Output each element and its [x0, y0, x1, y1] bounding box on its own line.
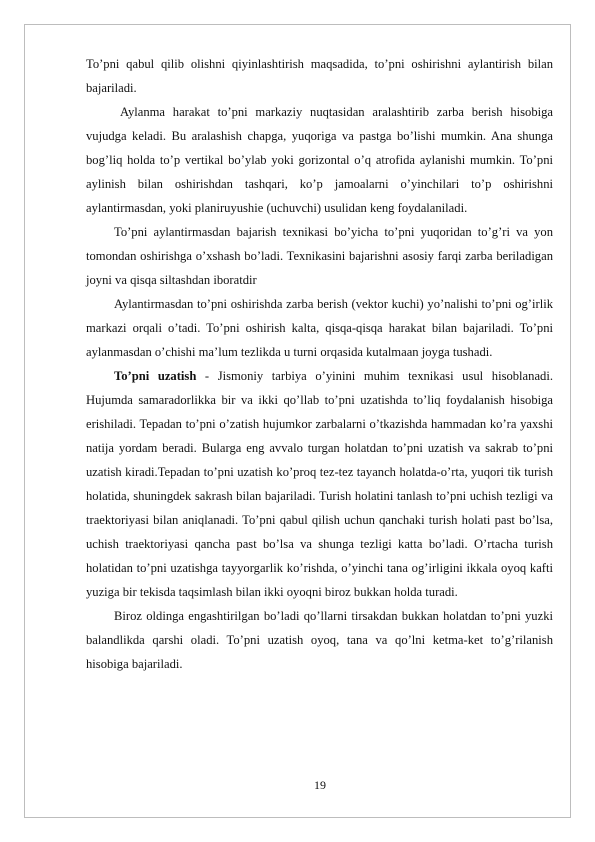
paragraph-5-text: - Jismoniy tarbiya o’yinini muhim texnikasi usul hisoblanadi. Hujumda samaradorlikka bir va ikki qo’llab to’pni uzatishda to’liq foydalanish hisobiga erishiladi. Tepadan to’pni o’zatish hujumkor zarbalarni o’tkazishda hammadan ko’ra yaxshi natija yordam beradi. Bularga eng avvalo turgan holatdan to’pni uzatish va sakrab to’pni uzatish kiradi.Tepadan to’pni uzatish ko’proq tez-tez tayanch holatda-o’rta, yuqori tik turish holatida, shuningdek sakrash bilan bajariladi. Turish holatini tanlash to’pni uchish tezligi va traektoriyasi bilan aniqlanadi. To’pni qabul qilish uchun qanchaki turish holati past bo’lsa, uchish traektoriyasi qancha past bo’lsa va shunga tezligi katta bo’ladi. O’rtacha turish holatidan to’pni uzatishga tayyorgarlik ko’rishda, o’yinchi tana og’irligini ikkala oyoq kafti yuziga bir tekisda taqsimlash bilan ikki oyoqni biroz bukkan holda turadi. — [86, 369, 553, 599]
page-number: 19 — [314, 778, 326, 792]
paragraph-5 — [86, 364, 553, 604]
paragraph-2: Aylanma harakat to’pni markaziy nuqtasidan aralashtirib zarba berish hisobiga vujudga keladi. Bu aralashish chapga, yuqoriga va pastga bo’lishi mumkin. Ana shunga bog’liq holda to’p vertikal bo’ylab yoki gorizontal o’q atrofida aylanishi mumkin. To’pni aylinish bilan oshirishdan tashqari, ko’p jamoalarni o’yinchilari to’p oshirishni aylantirmasdan, yoki planiruyushie (uchuvchi) usulidan keng foydalaniladi. — [86, 105, 553, 215]
paragraph-3: To’pni aylantirmasdan bajarish texnikasi bo’yicha to’pni yuqoridan to’g’ri va yon tomondan oshirishga o’xshash bo’ladi. Texnikasini bajarishni asosiy farqi zarba beriladigan joyni va qisqa siltashdan iboratdir — [86, 225, 553, 287]
paragraph-4: Aylantirmasdan to’pni oshirishda zarba berish (vektor kuchi) yo’nalishi to’pni og’irlik markazi orqali o’tadi. To’pni oshirish kalta, qisqa-qisqa harakat bilan bajariladi. To’pni aylanmasdan o’chishi ma’lum tezlikda u turni orqasida kutalmaan joyga tushadi. — [86, 297, 553, 359]
document-body — [86, 52, 553, 676]
paragraph-1: To’pni qabul qilib olishni qiyinlashtirish maqsadida, to’pni oshirishni aylantirish bilan bajariladi. — [86, 57, 553, 95]
term-topni-uzatish: To’pni uzatish — [114, 369, 197, 383]
paragraph-6: Biroz oldinga engashtirilgan bo’ladi qo’llarni tirsakdan bukkan holatdan to’pni yuzki balandlikda qarshi oladi. To’pni uzatish oyoq, tana va qo’lni ketma-ket to’g’rilanish hisobiga bajariladi. — [86, 609, 553, 671]
